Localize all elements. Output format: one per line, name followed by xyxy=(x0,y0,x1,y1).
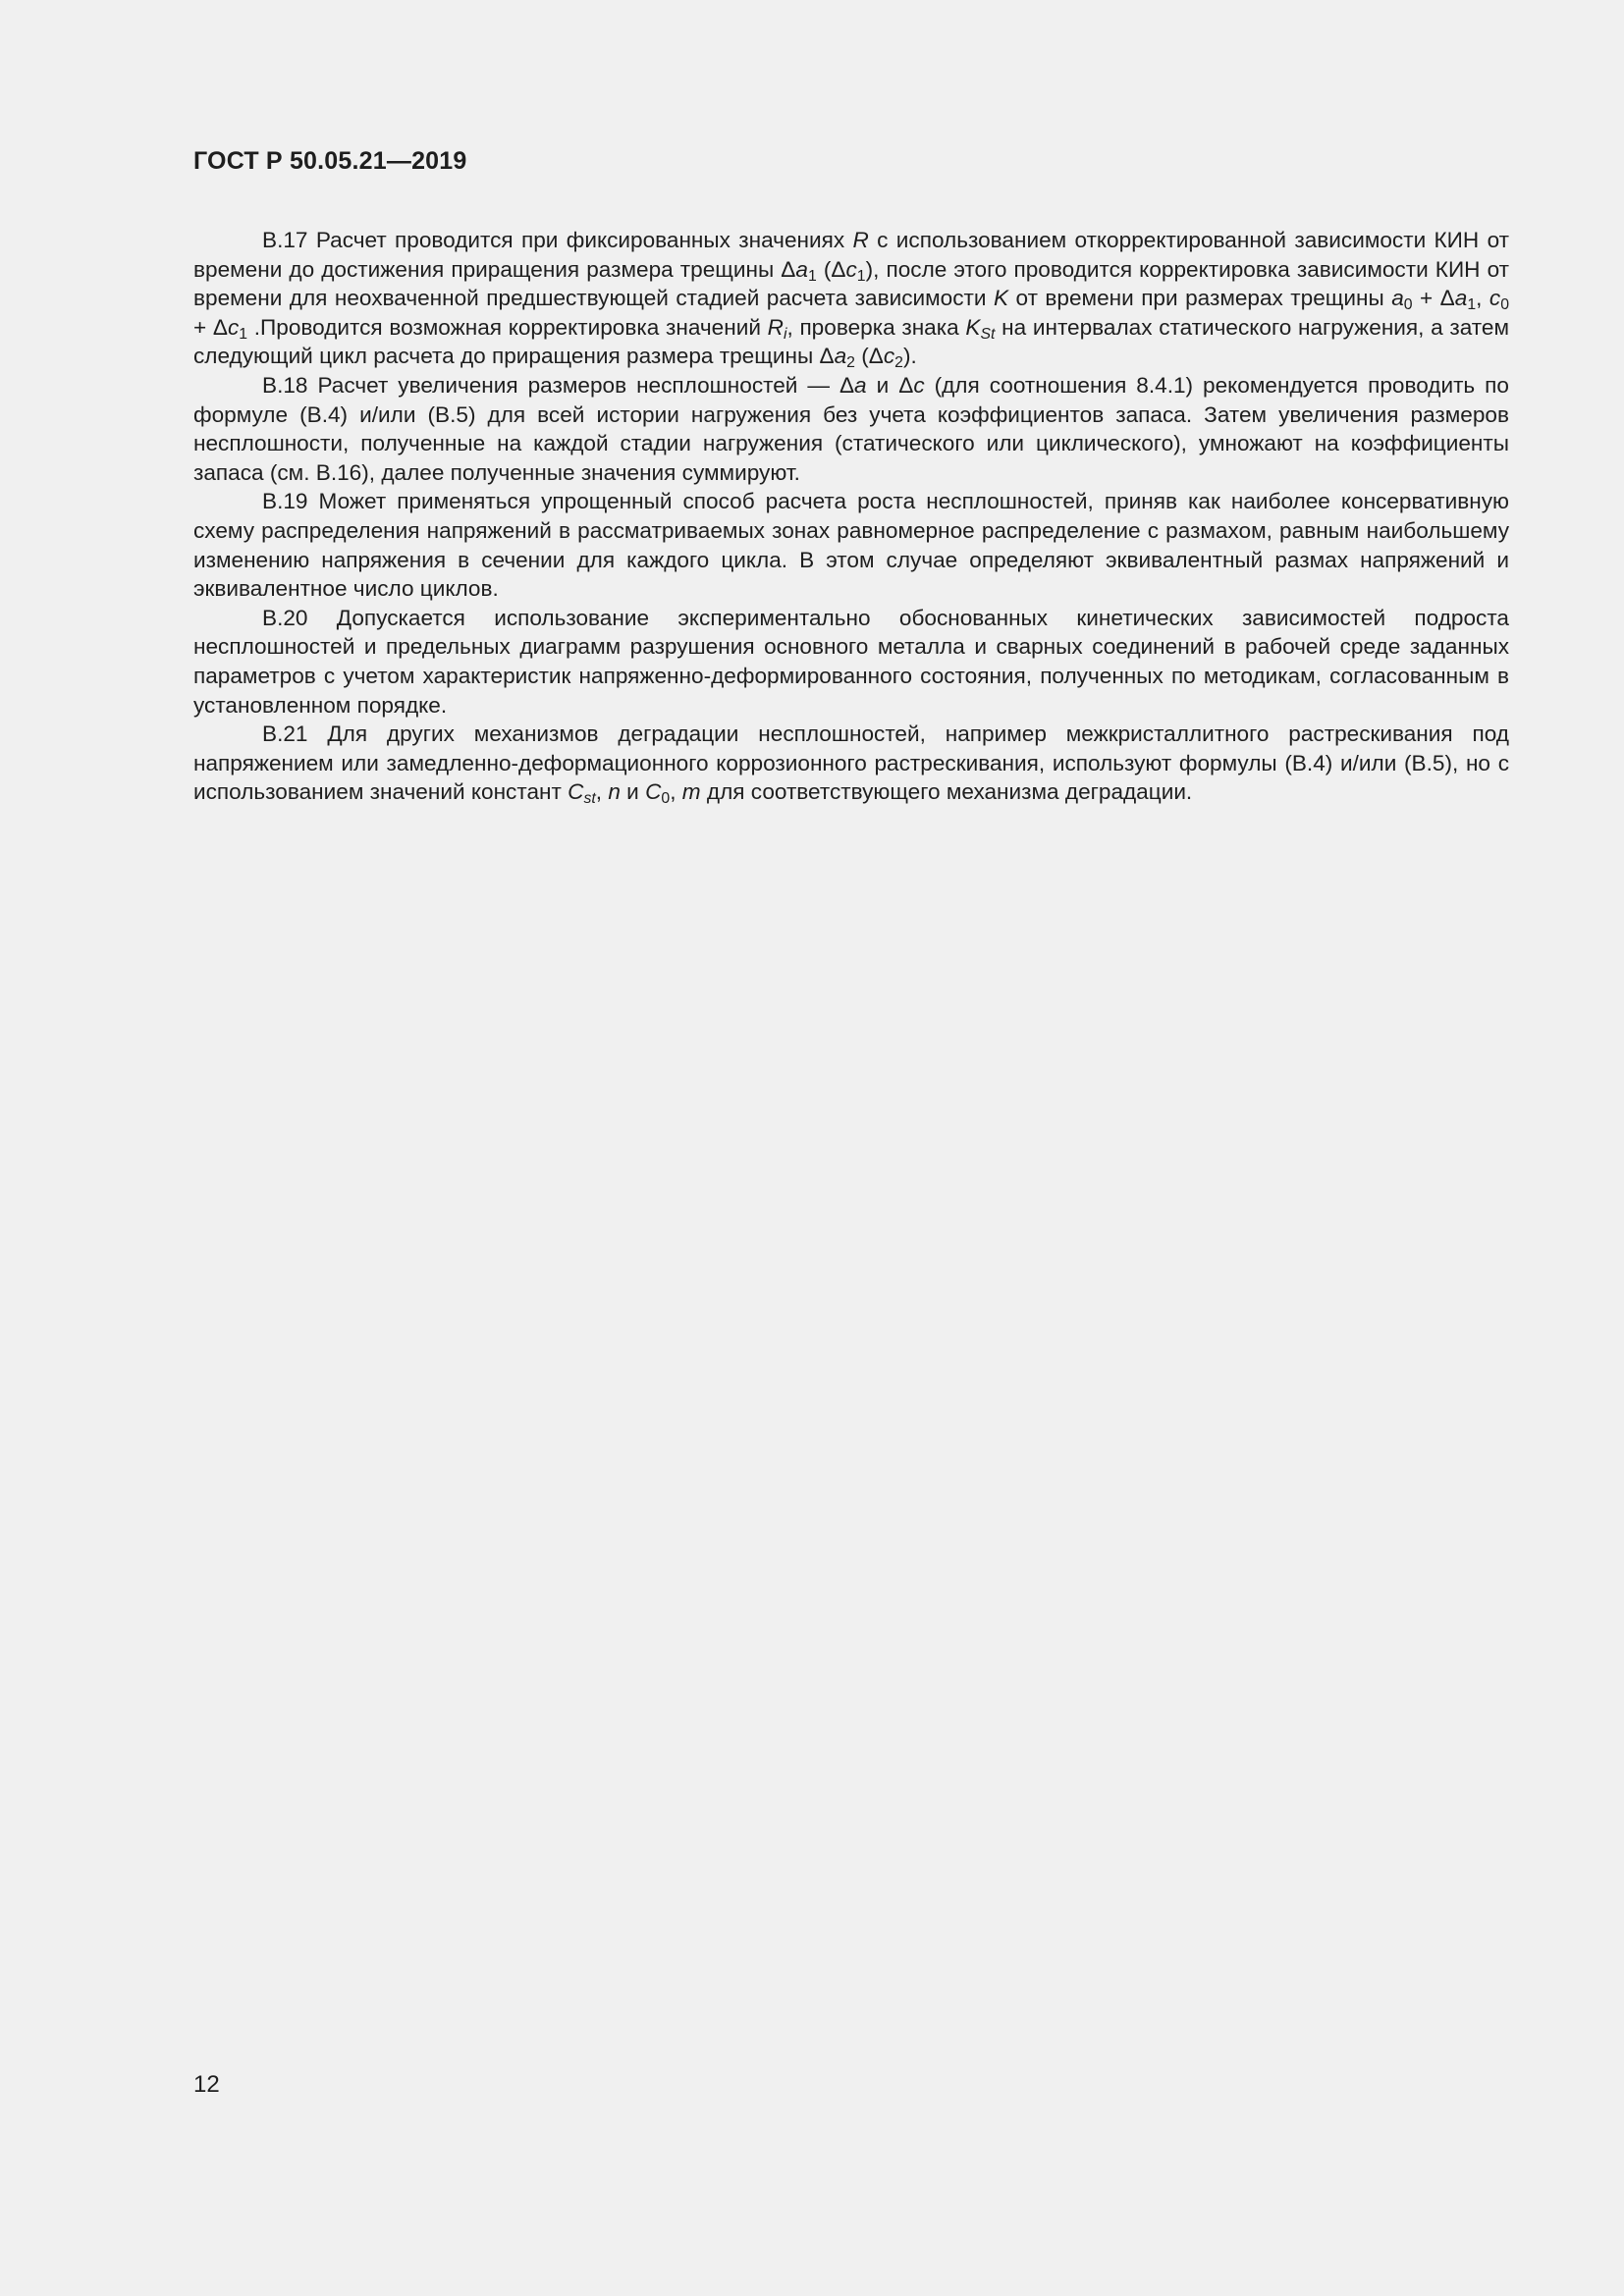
page-number: 12 xyxy=(193,2071,220,2098)
paragraph-b21: В.21 Для других механизмов деградации несплошностей, например межкристаллитного растрескивания под напряжением или замедленно-деформационного коррозионного растрескивания, используют формулы (В.4) и/или (В.5), но с использованием значений констант $C_{st}$, n и $C_0$, m для соответствующего механизма деградации. xyxy=(193,721,1509,808)
paragraph-b19: В.19 Может применяться упрощенный способ расчета роста несплошностей, приняв как наиболее консервативную схему распределения напряжений в рассматриваемых зонах равномерное распределение с размахом, равным наибольшему изменению напряжения в сечении для каждого цикла. В этом случае определяют эквивалентный размах напряжений и эквивалентное число циклов. xyxy=(193,489,1509,602)
document-header: ГОСТ Р 50.05.21—2019 xyxy=(193,147,467,175)
paragraph-b18: В.18 Расчет увеличения размеров несплошностей — Δa и Δc (для соотношения 8.4.1) рекомендуется проводить по формуле (В.4) и/или (В.5) для всей истории нагружения без учета коэффициентов запаса. Затем увеличения размеров несплошности, полученные на каждой стадии нагружения (статического или циклического), умножают на коэффициенты запаса (см. В.16), далее полученные значения суммируют. xyxy=(193,372,1509,485)
paragraph-b17: В.17 Расчет проводится при фиксированных значениях R с использованием откорректированной зависимости КИН от времени до достижения приращения размера трещины $\Delta a_1$ $(\Delta c_1)$, после этого проводится корректировка зависимости КИН от времени для неохваченной предшествующей стадией расчета зависимости K от времени при размерах трещины $a_0 + \Delta a_1$, $c_0 + \Delta c_1$ .Проводится возможная корректировка значений $R_i$, проверка знака $K_{St}$ на интервалах статического нагружения, а затем следующий цикл расчета до приращения размера трещины $\Delta a_2$ $(\Delta c_2)$. xyxy=(193,228,1509,372)
document-body xyxy=(193,226,1509,807)
paragraph-b20: В.20 Допускается использование экспериментально обоснованных кинетических зависимостей подроста несплошностей и предельных диаграмм разрушения основного металла и сварных соединений в рабочей среде заданных параметров с учетом характеристик напряженно-деформированного состояния, полученных по методикам, согласованным в установленном порядке. xyxy=(193,605,1509,718)
